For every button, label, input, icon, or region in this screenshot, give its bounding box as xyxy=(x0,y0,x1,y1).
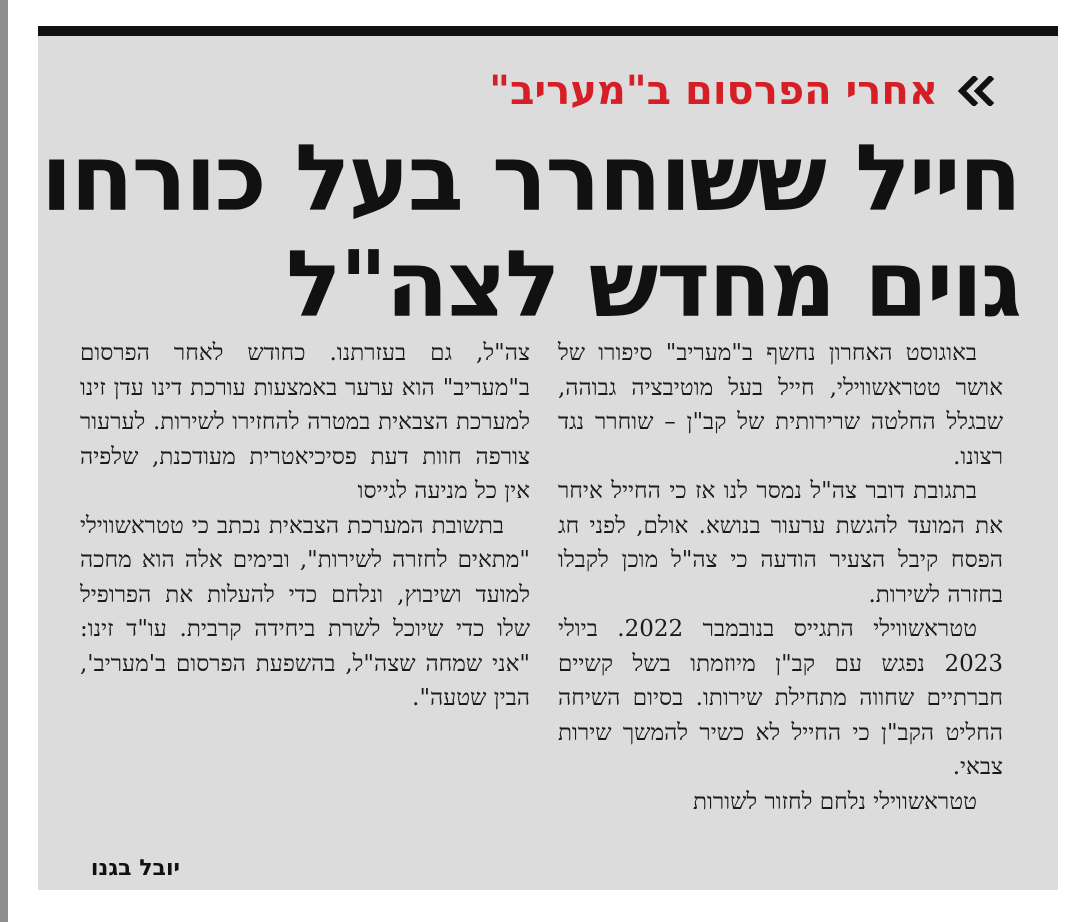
news-clipping xyxy=(38,26,1058,890)
article-column-right xyxy=(558,336,1003,819)
paragraph: באוגוסט האחרון נחשף ב"מעריב" סיפורו של אושר טטראשווילי, חייל בעל מוטיבציה גבוהה, שבגלל החלטה שרירותית של קב"ן – שוחרר נגד רצונו. xyxy=(558,340,1003,470)
paragraph: בתשובת המערכת הצבאית נכתב כי טטראשווילי "מתאים לחזרה לשירות", ובימים אלה הוא מחכה למועד ושיבוץ, ונלחם כדי להעלות את הפרופיל שלו כדי שיוכל לשרת ביחידה קרבית. עו"ד זינו: "אני שמחה שצה"ל, בהשפעת הפרסום ב'מעריב', הבין שטעה". xyxy=(80,512,530,711)
paragraph: טטראשווילי התגייס בנובמבר 2022. ביולי 2023 נפגש עם קב"ן מיוזמתו בשל קשיים חברתיים שחווה מתחילת שירותו. בסיום השיחה החליט הקב"ן כי החייל לא כשיר להמשך שירות צבאי. xyxy=(558,616,1003,780)
paragraph: צה"ל, גם בעזרתנו. כחודש לאחר הפרסום ב"מעריב" הוא ערער באמצעות עורכת דינו עדן זינו למערכת הצבאית במטרה להחזירו לשירות. לערעור צורפה חוות דעת פסיכיאטרית מעודכנת, שלפיה אין כל מניעה לגייסו xyxy=(80,340,530,504)
double-chevron-icon xyxy=(952,76,998,106)
page-edge-strip xyxy=(0,0,8,922)
headline-line-2: גוים מחדש לצה"ל xyxy=(285,231,1020,338)
top-rule xyxy=(38,26,1058,36)
paragraph: בתגובת דובר צה"ל נמסר לנו אז כי החייל איחר את המועד להגשת ערעור בנושא. אולם, לפני חג הפסח קיבל הצעיר הודעה כי צה"ל מוכן לקבלו בחזרה לשירות. xyxy=(558,478,1003,608)
headline xyxy=(40,125,1020,338)
paragraph: טטראשווילי נלחם לחזור לשורות xyxy=(693,788,977,815)
kicker-text: אחרי הפרסום ב"מעריב" xyxy=(489,68,938,114)
byline: יובל בגנו xyxy=(90,856,180,881)
headline-line-1: חייל ששוחרר בעל כורחו xyxy=(40,125,1020,232)
kicker xyxy=(489,66,998,116)
article-column-left xyxy=(80,336,530,716)
